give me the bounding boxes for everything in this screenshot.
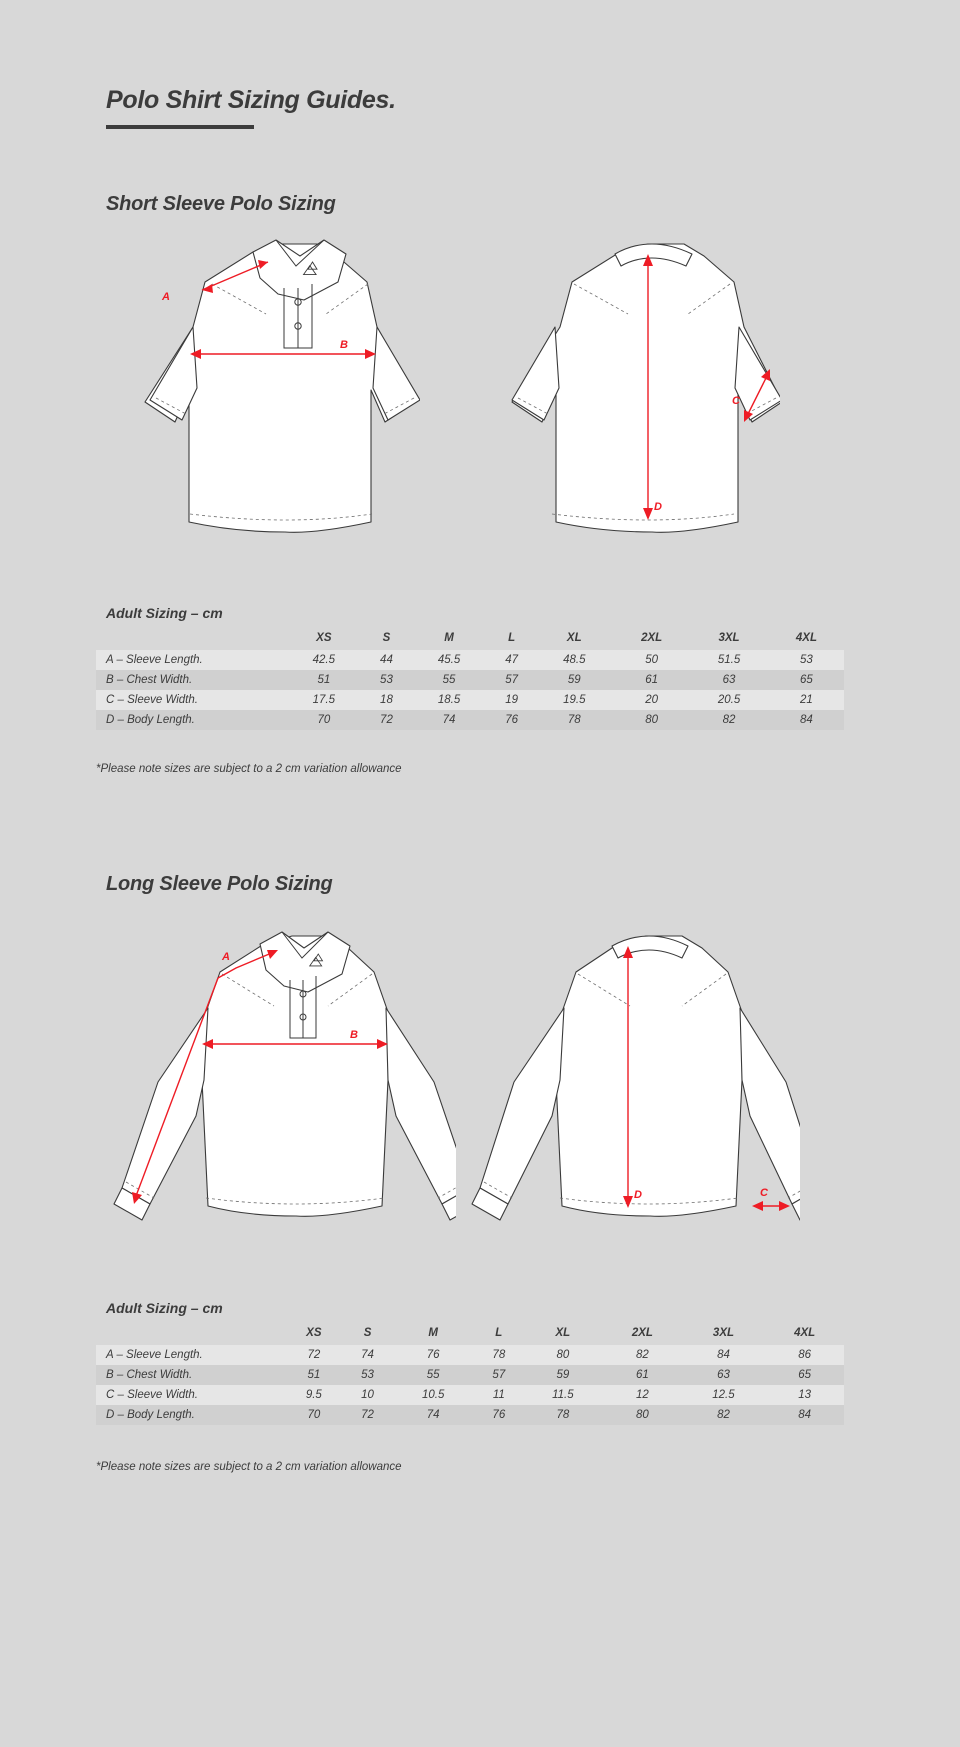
- col-header-3xl: 3XL: [712, 1327, 735, 1339]
- row-label: B – Chest Width.: [106, 674, 193, 686]
- table-row: [96, 710, 844, 730]
- cell: 76: [492, 1409, 506, 1421]
- col-header-xs: XS: [306, 1327, 322, 1339]
- col-header-2xl: 2XL: [631, 1327, 653, 1339]
- cell: 42.5: [312, 654, 336, 666]
- cell: 74: [426, 1409, 440, 1421]
- cell: 70: [307, 1409, 321, 1421]
- cell: 11: [492, 1389, 505, 1401]
- cell: 55: [442, 674, 456, 686]
- long-sleeve-back-illustration: [460, 920, 800, 1240]
- row-label: B – Chest Width.: [106, 1369, 193, 1381]
- col-header-3xl: 3XL: [718, 632, 740, 644]
- measure-label-a-short-front: A: [162, 291, 170, 303]
- row-label: A – Sleeve Length.: [106, 654, 203, 666]
- cell: 19.5: [563, 694, 586, 706]
- size-table-long-sleeve: [96, 1323, 844, 1425]
- row-label: D – Body Length.: [106, 1409, 195, 1421]
- cell: 84: [717, 1349, 730, 1361]
- footnote-long-sleeve: *Please note sizes are subject to a 2 cm variation allowance: [96, 1461, 402, 1473]
- cell: 51: [317, 674, 331, 686]
- cell: 78: [567, 714, 581, 726]
- measure-label-b-short-front: B: [340, 339, 348, 351]
- cell: 70: [317, 714, 331, 726]
- cell: 84: [800, 714, 813, 726]
- col-header-s: S: [363, 1327, 372, 1339]
- cell: 53: [800, 654, 813, 666]
- col-header-l: L: [508, 632, 516, 644]
- cell: 82: [635, 1349, 649, 1361]
- table-title-long-sleeve: Adult Sizing – cm: [106, 1300, 223, 1316]
- table-row: [96, 650, 844, 670]
- cell: 12.5: [712, 1389, 735, 1401]
- cell: 45.5: [437, 654, 461, 666]
- cell: 19: [505, 694, 519, 706]
- col-header-m: M: [428, 1327, 438, 1339]
- cell: 48.5: [563, 654, 586, 666]
- table-row: [96, 1345, 844, 1365]
- measure-label-d-long-back: D: [634, 1189, 642, 1201]
- title-underline: [106, 125, 254, 129]
- cell: 44: [380, 654, 393, 666]
- cell: 65: [800, 674, 813, 686]
- col-header-blank: [96, 628, 284, 650]
- cell: 80: [556, 1349, 570, 1361]
- cell: 63: [722, 674, 736, 686]
- short-sleeve-back-illustration: [460, 222, 780, 562]
- cell: 9.5: [305, 1389, 322, 1401]
- cell: 59: [556, 1369, 570, 1381]
- cell: 80: [635, 1409, 649, 1421]
- long-sleeve-front-illustration: [96, 920, 456, 1240]
- cell: 51.5: [717, 654, 741, 666]
- cell: 65: [798, 1369, 812, 1381]
- cell: 21: [800, 694, 813, 706]
- cell: 63: [717, 1369, 730, 1381]
- col-header-l: L: [495, 1327, 503, 1339]
- cell: 47: [505, 654, 519, 666]
- cell: 18.5: [437, 694, 461, 706]
- table-title-short-sleeve: Adult Sizing – cm: [106, 605, 223, 621]
- cell: 11.5: [552, 1389, 574, 1401]
- cell: 13: [798, 1389, 812, 1401]
- table-row: [96, 670, 844, 690]
- cell: 72: [361, 1409, 374, 1421]
- cell: 12: [635, 1389, 649, 1401]
- cell: 53: [380, 674, 393, 686]
- short-sleeve-front-illustration: [90, 222, 420, 562]
- cell: 18: [380, 694, 393, 706]
- cell: 74: [361, 1349, 374, 1361]
- measure-label-b-long-front: B: [350, 1029, 358, 1041]
- row-label: C – Sleeve Width.: [106, 694, 198, 706]
- cell: 82: [717, 1409, 730, 1421]
- cell: 20: [645, 694, 659, 706]
- cell: 80: [645, 714, 659, 726]
- cell: 74: [442, 714, 456, 726]
- col-header-2xl: 2XL: [641, 632, 663, 644]
- row-label: D – Body Length.: [106, 714, 195, 726]
- measure-label-d-short-back: D: [654, 501, 662, 513]
- col-header-xl: XL: [555, 1327, 571, 1339]
- measure-label-c-short-back: C: [732, 395, 740, 407]
- cell: 10: [361, 1389, 374, 1401]
- cell: 76: [505, 714, 519, 726]
- page-title: Polo Shirt Sizing Guides.: [106, 86, 396, 114]
- cell: 82: [722, 714, 736, 726]
- section-heading-long-sleeve: Long Sleeve Polo Sizing: [106, 873, 333, 895]
- section-heading-short-sleeve: Short Sleeve Polo Sizing: [106, 193, 336, 215]
- page-title-block: [106, 86, 396, 129]
- col-header-s: S: [382, 632, 391, 644]
- measure-label-c-long-back: C: [760, 1187, 768, 1199]
- size-table-short-sleeve: [96, 628, 844, 730]
- cell: 57: [492, 1369, 506, 1381]
- table-row: [96, 690, 844, 710]
- col-header-4xl: 4XL: [794, 1327, 816, 1339]
- measure-label-a-long-front: A: [222, 951, 230, 963]
- cell: 10.5: [421, 1389, 445, 1401]
- table-header-row: [96, 628, 844, 650]
- cell: 51: [307, 1369, 321, 1381]
- row-label: A – Sleeve Length.: [106, 1349, 203, 1361]
- cell: 17.5: [312, 694, 336, 706]
- cell: 78: [556, 1409, 570, 1421]
- col-header-blank: [96, 1323, 284, 1345]
- table-row: [96, 1365, 844, 1385]
- cell: 84: [798, 1409, 812, 1421]
- footnote-short-sleeve: *Please note sizes are subject to a 2 cm variation allowance: [96, 763, 402, 775]
- table-row: [96, 1385, 844, 1405]
- cell: 20.5: [717, 694, 741, 706]
- col-header-m: M: [444, 632, 454, 644]
- cell: 50: [645, 654, 659, 666]
- cell: 57: [505, 674, 519, 686]
- cell: 72: [307, 1349, 321, 1361]
- table-header-row: [96, 1323, 844, 1345]
- cell: 59: [567, 674, 581, 686]
- cell: 55: [426, 1369, 440, 1381]
- col-header-xs: XS: [316, 632, 332, 644]
- cell: 78: [492, 1349, 506, 1361]
- cell: 86: [798, 1349, 812, 1361]
- col-header-xl: XL: [566, 632, 582, 644]
- cell: 76: [426, 1349, 440, 1361]
- row-label: C – Sleeve Width.: [106, 1389, 198, 1401]
- cell: 53: [361, 1369, 374, 1381]
- cell: 72: [380, 714, 393, 726]
- cell: 61: [635, 1369, 649, 1381]
- col-header-4xl: 4XL: [795, 632, 817, 644]
- cell: 61: [645, 674, 659, 686]
- table-row: [96, 1405, 844, 1425]
